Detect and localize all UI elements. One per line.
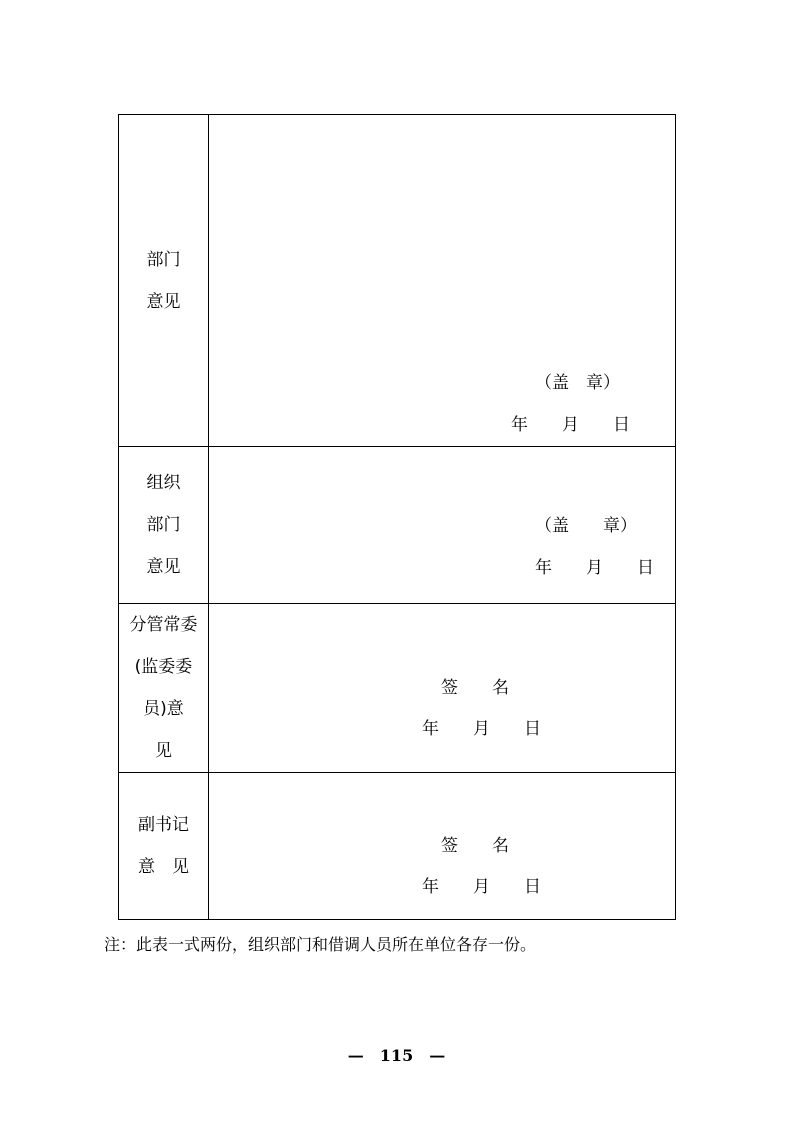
deputy-secretary-opinion-label-cell: [119, 773, 209, 920]
signature-text: 签 名: [441, 678, 509, 698]
committee-member-opinion-row: [119, 604, 676, 773]
label-line: 见: [155, 741, 172, 761]
committee-member-opinion-content-cell[interactable]: [209, 604, 676, 773]
dept-opinion-content-cell[interactable]: [209, 115, 676, 447]
seal-text: （盖 章）: [535, 516, 637, 536]
label-line: 意见: [146, 291, 181, 312]
dept-opinion-label-cell: [119, 115, 209, 447]
seal-text: （盖 章）: [535, 373, 620, 393]
dept-opinion-row: [119, 115, 676, 447]
label-line: 意 见: [138, 857, 189, 877]
date-text: 年 月 日: [422, 719, 541, 739]
label-line: 部门: [146, 515, 181, 535]
deputy-secretary-opinion-content-cell[interactable]: [209, 773, 676, 920]
label-line: 员)意: [143, 699, 184, 719]
deputy-secretary-opinion-row: [119, 773, 676, 920]
opinion-form-table: [118, 114, 676, 920]
label-line: 意见: [146, 557, 181, 577]
signature-text: 签 名: [441, 836, 509, 856]
org-dept-opinion-row: [119, 447, 676, 604]
footnote: 注：此表一式两份，组织部门和借调人员所在单位各存一份。: [104, 935, 537, 954]
date-text: 年 月 日: [511, 415, 630, 435]
page-number: — 115 —: [347, 1046, 446, 1065]
org-dept-opinion-label-cell: [119, 447, 209, 604]
org-dept-opinion-content-cell[interactable]: [209, 447, 676, 604]
label-line: (监委委: [134, 657, 193, 677]
label-line: 部门: [146, 249, 181, 270]
label-line: 组织: [146, 473, 181, 493]
label-line: 分管常委: [129, 615, 198, 635]
committee-member-opinion-label-cell: [119, 604, 209, 773]
date-text: 年 月 日: [535, 558, 654, 578]
label-line: 副书记: [138, 815, 189, 835]
date-text: 年 月 日: [422, 877, 541, 897]
